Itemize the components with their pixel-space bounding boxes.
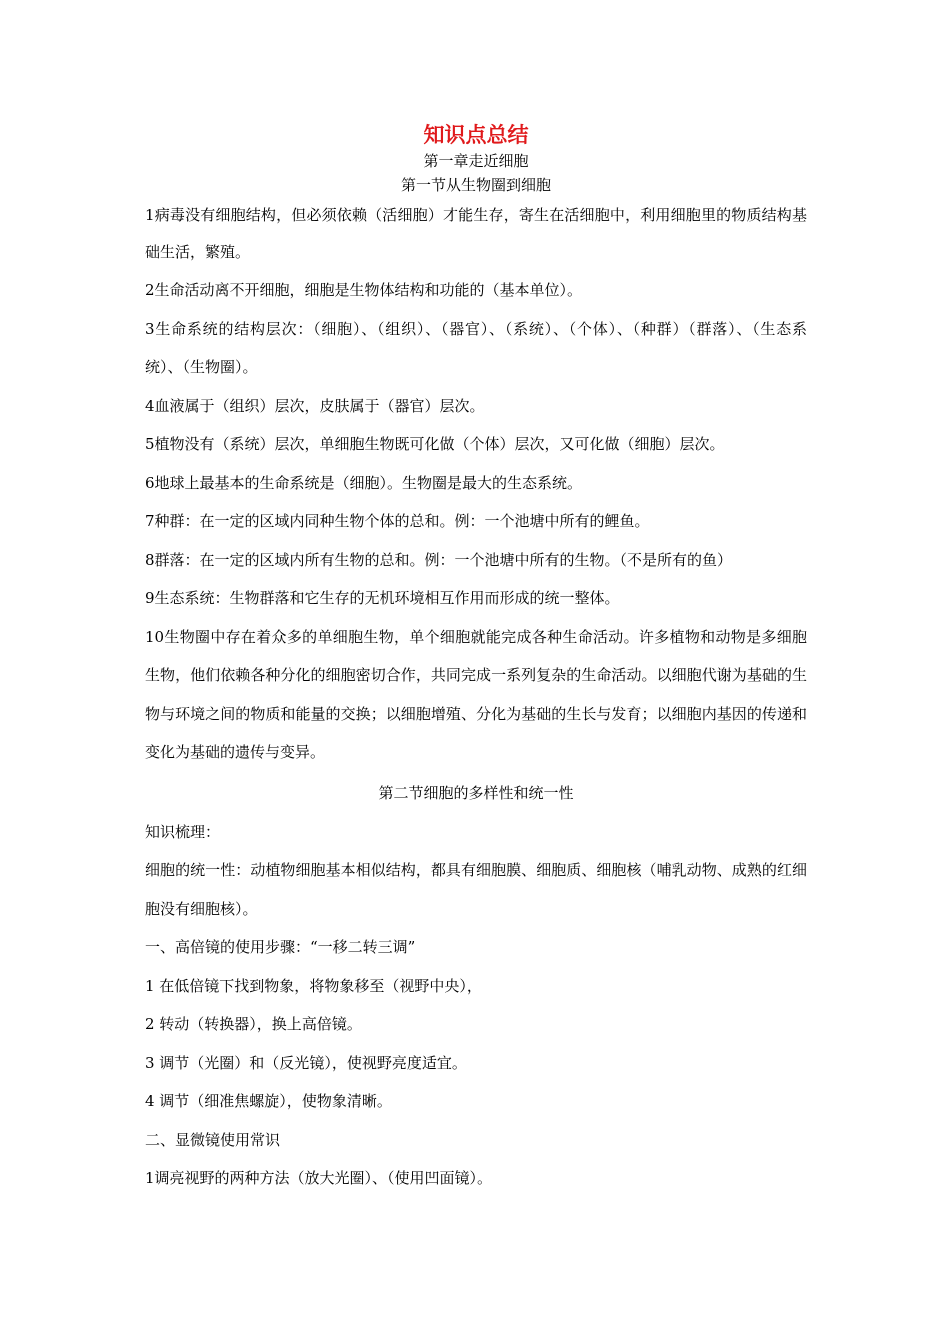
section-heading: 第二节细胞的多样性和统一性 xyxy=(378,783,574,802)
paragraph: 知识梳理： xyxy=(145,822,221,841)
paragraph: 8群落：在一定的区域内所有生物的总和。例：一个池塘中所有的生物。（不是所有的鱼） xyxy=(145,550,733,569)
paragraph: 1调亮视野的两种方法（放大光圈）、（使用凹面镜）。 xyxy=(145,1169,493,1187)
document-content xyxy=(145,121,807,1198)
paragraph: 9生态系统：生物群落和它生存的无机环境相互作用而形成的统一整体。 xyxy=(145,589,620,607)
paragraph: 6地球上最基本的生命系统是（细胞）。生物圈是最大的生态系统。 xyxy=(145,473,583,492)
paragraph: 4血液属于（组织）层次，皮肤属于（器官）层次。 xyxy=(145,396,485,415)
paragraph: 5植物没有（系统）层次，单细胞生物既可化做（个体）层次，又可化做（细胞）层次。 xyxy=(145,435,725,453)
paragraph: 2生命活动离不开细胞，细胞是生物体结构和功能的（基本单位）。 xyxy=(145,281,583,299)
paragraph: 一、高倍镜的使用步骤：“一移二转三调” xyxy=(145,938,416,956)
chapter-heading: 第一章走近细胞 xyxy=(423,152,529,170)
paragraph: 7种群：在一定的区域内同种生物个体的总和。例：一个池塘中所有的鲤鱼。 xyxy=(145,512,650,530)
paragraph: 1 在低倍镜下找到物象，将物象移至（视野中央）， xyxy=(145,976,482,995)
paragraph: 3 调节（光圈）和（反光镜），使视野亮度适宜。 xyxy=(145,1053,467,1072)
paragraph: 10生物圈中存在着众多的单细胞生物，单个细胞就能完成各种生命活动。许多植物和动物是多细胞生物，他们依赖各种分化的细胞密切合作，共同完成一系列复杂的生命活动。以细胞代谢为基础的生物与环境之间的物质和能量的交换；以细胞增殖、分化为基础的生长与发育；以细胞内基因的传递和变化为基础的遗传与变异。 xyxy=(145,627,807,761)
paragraph: 4 调节（细准焦螺旋），使物象清晰。 xyxy=(145,1092,392,1110)
paragraph: 2 转动（转换器），换上高倍镜。 xyxy=(145,1015,362,1033)
section-heading: 第一节从生物圈到细胞 xyxy=(400,176,551,194)
paragraph: 二、显微镜使用常识 xyxy=(145,1130,281,1149)
paragraph: 细胞的统一性：动植物细胞基本相似结构，都具有细胞膜、细胞质、细胞核（哺乳动物、成熟的红细胞没有细胞核）。 xyxy=(145,861,807,918)
paragraph: 1病毒没有细胞结构，但必须依赖（活细胞）才能生存，寄生在活细胞中，利用细胞里的物质结构基础生活，繁殖。 xyxy=(145,206,807,261)
document-title: 知识点总结 xyxy=(423,122,529,147)
paragraph: 3生命系统的结构层次：（细胞）、（组织）、（器官）、（系统）、（个体）、（种群）（群落）、（生态系统）、（生物圈）。 xyxy=(145,319,807,376)
